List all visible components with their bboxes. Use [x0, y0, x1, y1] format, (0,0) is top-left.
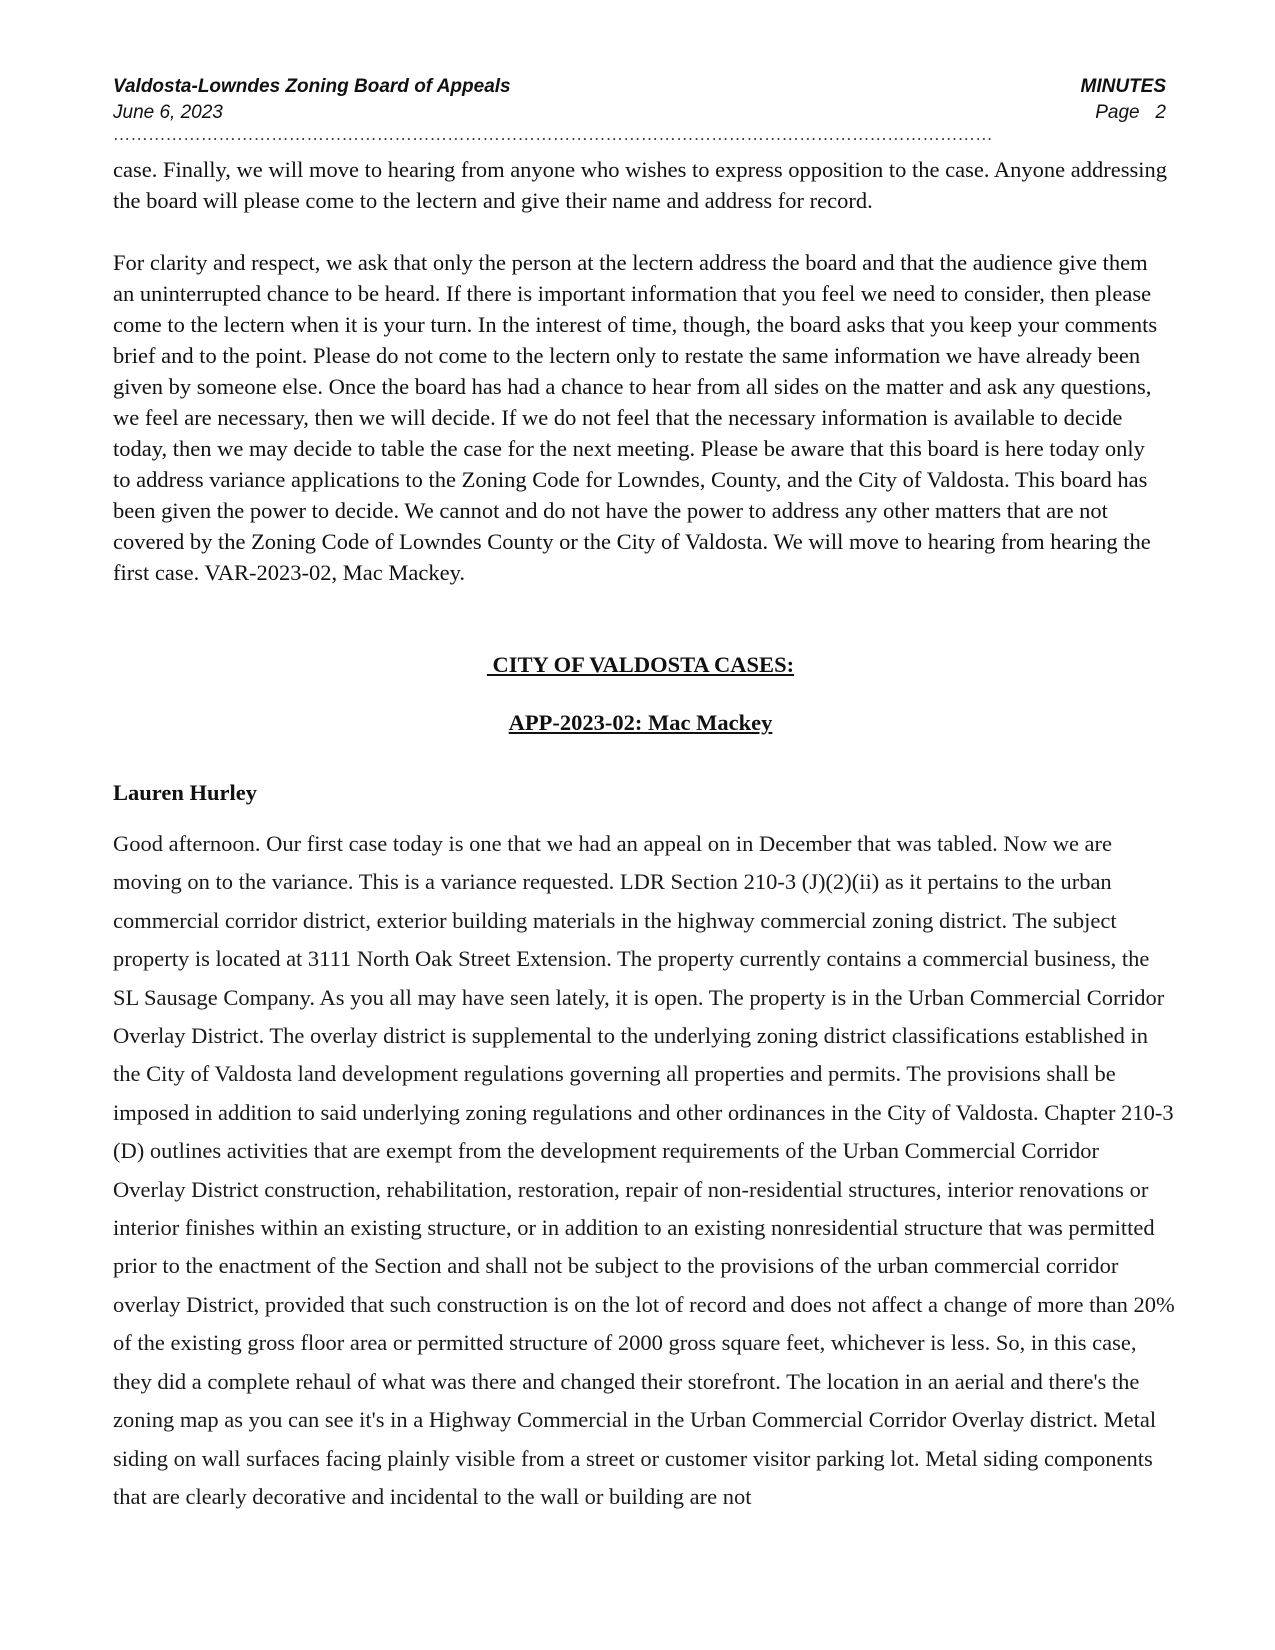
- intro-paragraph-1: case. Finally, we will move to hearing from anyone who wishes to express opposition to the case. Anyone addressing the board will please come to the lectern and give their name and address for record.: [113, 157, 1167, 213]
- speaker-name: Lauren Hurley: [113, 780, 257, 805]
- page-number: Page 2: [1095, 102, 1166, 123]
- page-header: [113, 74, 1166, 126]
- document-type: MINUTES: [1080, 76, 1166, 97]
- dotted-separator: ……………………………………………………………………………………………………………………………………: [113, 127, 993, 143]
- board-name: Valdosta-Lowndes Zoning Board of Appeals: [113, 76, 511, 97]
- intro-paragraph-2: For clarity and respect, we ask that only the person at the lectern address the board and that the audience give them an uninterrupted chance to be heard. If there is important information that you feel we need to consider, then please come to the lectern when it is your turn. In the interest of time, though, the board asks that you keep your comments brief and to the point. Please do not come to the lectern only to restate the same information we have already been given by someone else. Once the board has had a chance to hear from all sides on the matter and ask any questions, we feel are necessary, then we will decide. If we do not feel that the necessary information is available to decide today, then we may decide to table the case for the next meeting. Please be aware that this board is here today only to address variance applications to the Zoning Code for Lowndes, County, and the City of Valdosta. This board has been given the power to decide. We cannot and do not have the power to address any other matters that are not covered by the Zoning Code of Lowndes County or the City of Valdosta. We will move to hearing from hearing the first case. VAR-2023-02, Mac Mackey.: [113, 250, 1158, 585]
- testimony-paragraph: Good afternoon. Our first case today is one that we had an appeal on in December that was tabled. Now we are moving on to the variance. This is a variance requested. LDR Section 210-3 (J)(2)(ii) as it pertains to the urban commercial corridor district, exterior building materials in the highway commercial zoning district. The subject property is located at 3111 North Oak Street Extension. The property currently contains a commercial business, the SL Sausage Company. As you all may have seen lately, it is open. The property is in the Urban Commercial Corridor Overlay District. The overlay district is supplemental to the underlying zoning district classifications established in the City of Valdosta land development regulations governing all properties and permits. The provisions shall be imposed in addition to said underlying zoning regulations and other ordinances in the City of Valdosta. Chapter 210-3 (D) outlines activities that are exempt from the development requirements of the Urban Commercial Corridor Overlay District construction, rehabilitation, restoration, repair of non-residential structures, interior renovations or interior finishes within an existing structure, or in addition to an existing nonresidential structure that was permitted prior to the enactment of the Section and shall not be subject to the provisions of the urban commercial corridor overlay District, provided that such construction is on the lot of record and does not affect a change of more than 20% of the existing gross floor area or permitted structure of 2000 gross square feet, whichever is less. So, in this case, they did a complete rehaul of what was there and changed their storefront. The location in an aerial and there's the zoning map as you can see it's in a Highway Commercial in the Urban Commercial Corridor Overlay district. Metal siding on wall surfaces facing plainly visible from a street or customer visitor parking lot. Metal siding components that are clearly decorative and incidental to the wall or building are not: [113, 831, 1175, 1509]
- section-heading: CITY OF VALDOSTA CASES:: [486, 652, 795, 677]
- case-heading: APP-2023-02: Mac Mackey: [508, 710, 773, 735]
- meeting-date: June 6, 2023: [113, 102, 223, 123]
